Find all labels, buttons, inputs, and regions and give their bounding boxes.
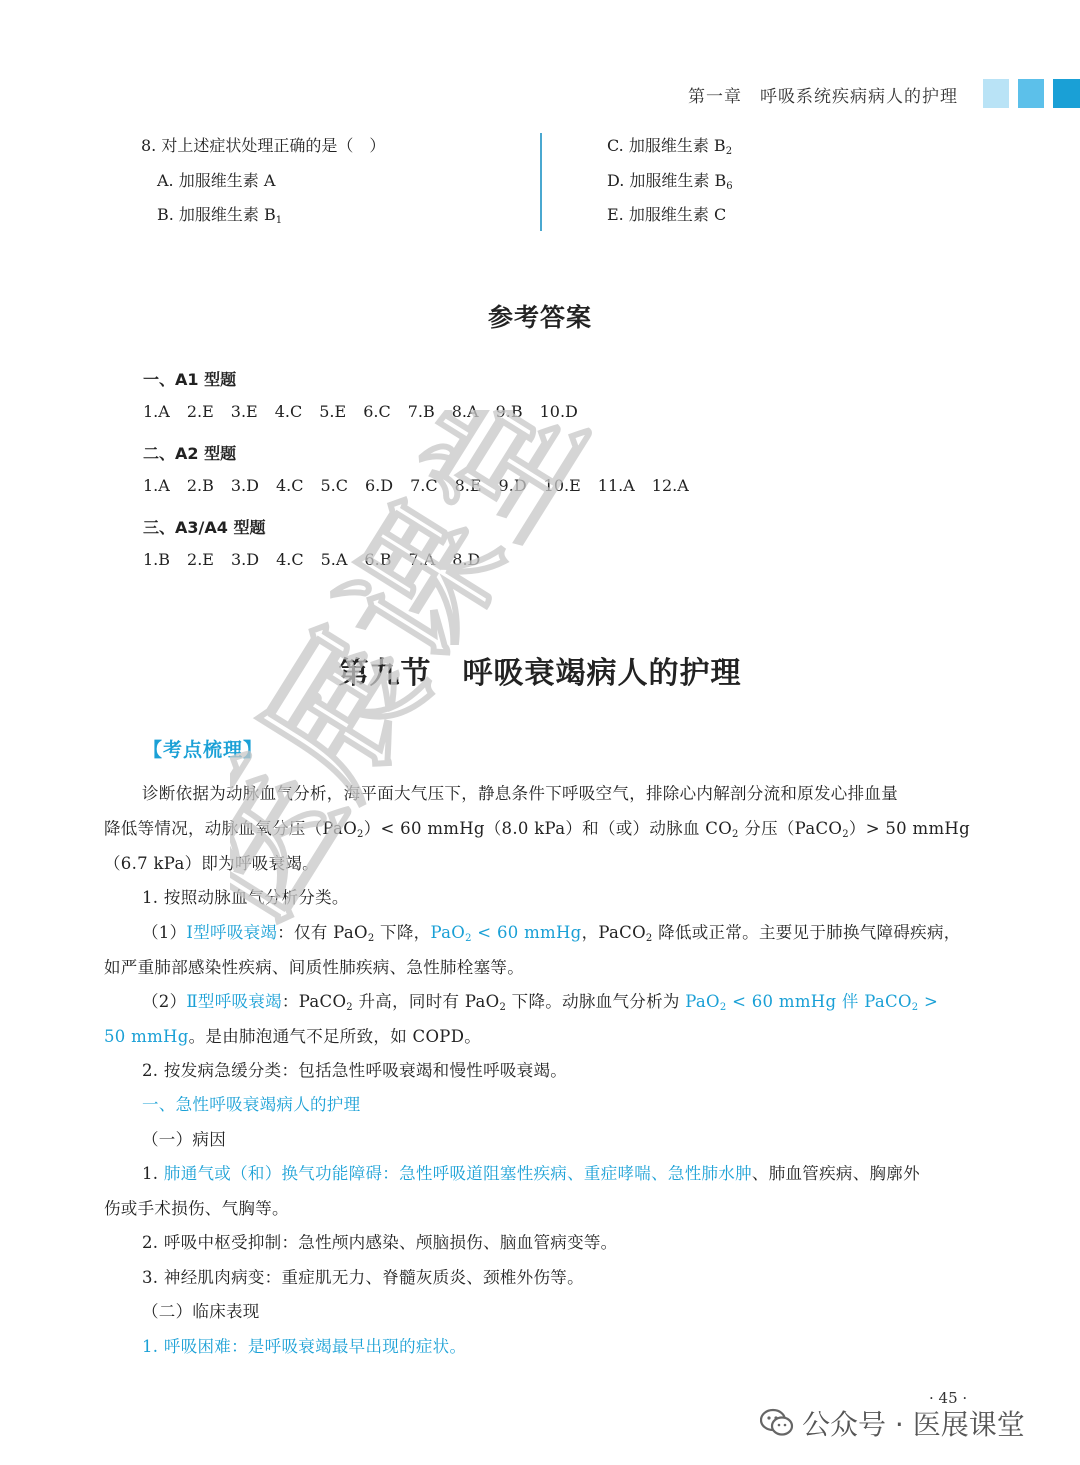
option-d: D. 加服维生素 $B_6$	[607, 171, 733, 192]
answer-item: 9.B	[495, 402, 523, 421]
type1-line1: （1）Ⅰ型呼吸衰竭：仅有 PaO$_2$ 下降，PaO$_2$ < 60 mmHg，PaCO$_2$ 降低或正常。主要见于肺换气障碍疾病，	[142, 923, 961, 944]
wechat-icon	[760, 1408, 794, 1445]
cause-1-line2: 伤或手术损伤、气胸等。	[104, 1199, 289, 1218]
answer-item: 2.B	[186, 476, 214, 495]
answer-item: 4.C	[276, 550, 304, 569]
answer-item: 2.E	[187, 550, 214, 569]
type2-line2: 50 mmHg。是由肺泡通气不足所致，如 COPD。	[104, 1027, 482, 1046]
answer-item: 5.C	[320, 476, 348, 495]
option-e: E. 加服维生素 C	[607, 205, 727, 224]
header-block-light	[983, 79, 1009, 108]
answer-item: 1.B	[143, 550, 171, 569]
heading-clinical: （二）临床表现	[142, 1302, 260, 1321]
chapter-header: 第一章 呼吸系统疾病病人的护理	[688, 87, 958, 107]
answer-item: 4.C	[274, 402, 303, 421]
column-divider	[540, 133, 542, 231]
type1-line2: 如严重肺部感染性疾病、间质性肺疾病、急性肺栓塞等。	[104, 958, 524, 977]
answers-title: 参考答案	[487, 303, 592, 332]
answer-item: 1.A	[143, 402, 170, 421]
heading-acute: 一、急性呼吸衰竭病人的护理	[142, 1095, 361, 1114]
answer-item: 5.E	[319, 402, 347, 421]
section-title: 第九节 呼吸衰竭病人的护理	[338, 656, 742, 691]
answer-item: 5.A	[320, 550, 348, 569]
para1-line2: 降低等情况，动脉血氧分压（PaO$_2$）< 60 mmHg（8.0 kPa）和（或）动脉血 $CO_2$ 分压（PaCO$_2$）> 50 mmHg	[104, 819, 970, 840]
answer-item: 2.E	[186, 402, 214, 421]
answer-item: 11.A	[597, 476, 635, 495]
answer-item: 7.C	[410, 476, 438, 495]
type2-line1: （2）Ⅱ型呼吸衰竭：PaCO$_2$ 升高，同时有 PaO$_2$ 下降。动脉血气分析为 PaO$_2$ < 60 mmHg 伴 PaCO$_2$ >	[142, 992, 939, 1013]
answer-item: 12.A	[651, 476, 689, 495]
diagonal-watermark	[230, 410, 930, 974]
page-number: · 45 ·	[929, 1389, 968, 1407]
classification-2: 2. 按发病急缓分类：包括急性呼吸衰竭和慢性呼吸衰竭。	[142, 1061, 568, 1080]
answer-item: 3.D	[230, 476, 259, 495]
classification-1: 1. 按照动脉血气分析分类。	[142, 888, 349, 907]
answer-item: 10.D	[539, 402, 578, 421]
cause-1-line1: 1. 肺通气或（和）换气功能障碍：急性呼吸道阻塞性疾病、重症哮喘、急性肺水肿、肺血管疾病、胸廓外	[142, 1164, 920, 1183]
option-c: C. 加服维生素 $B_2$	[607, 136, 733, 157]
answer-item: 8.A	[451, 402, 479, 421]
answer-item: 8.D	[452, 550, 481, 569]
cause-2: 2. 呼吸中枢受抑制：急性颅内感染、颅脑损伤、脑血管病变等。	[142, 1233, 618, 1252]
kaodian-heading: 【考点梳理】	[143, 739, 264, 761]
cause-3: 3. 神经肌肉病变：重症肌无力、脊髓灰质炎、颈椎外伤等。	[142, 1268, 584, 1287]
header-block-dark	[1053, 79, 1080, 108]
answer-item: 10.E	[543, 476, 581, 495]
answer-item: 6.D	[364, 476, 394, 495]
para1-line1: 诊断依据为动脉血气分析，海平面大气压下，静息条件下呼吸空气，排除心内解剖分流和原发心排血量	[142, 784, 898, 803]
option-b: B. 加服维生素 $B_1$	[157, 205, 283, 226]
answers-heading-a2: 二、A2 型题	[143, 444, 237, 463]
answer-item: 7.B	[407, 402, 435, 421]
option-a: A. 加服维生素 A	[157, 171, 276, 190]
answer-item: 6.C	[363, 402, 391, 421]
answer-item: 7.A	[408, 550, 436, 569]
answer-item: 1.A	[143, 476, 170, 495]
diagonal-watermark-text: 医展课堂	[230, 410, 619, 950]
answer-item: 3.D	[230, 550, 260, 569]
answer-item: 6.B	[364, 550, 392, 569]
answers-heading-a3a4: 三、A3/A4 型题	[143, 518, 266, 537]
answer-item: 4.C	[275, 476, 304, 495]
clinical-1: 1. 呼吸困难：是呼吸衰竭最早出现的症状。	[142, 1337, 467, 1356]
answer-item: 9.D	[498, 476, 527, 495]
answer-item: 3.E	[230, 402, 258, 421]
answers-heading-a1: 一、A1 型题	[143, 370, 237, 389]
heading-cause: （一）病因	[142, 1130, 226, 1149]
answer-item: 8.E	[454, 476, 482, 495]
header-block-mid	[1018, 79, 1044, 108]
para1-line3: （6.7 kPa）即为呼吸衰竭。	[104, 854, 319, 873]
wechat-watermark: 公众号 · 医展课堂	[760, 1403, 1025, 1445]
question-stem: 8. 对上述症状处理正确的是（ ）	[141, 136, 386, 155]
